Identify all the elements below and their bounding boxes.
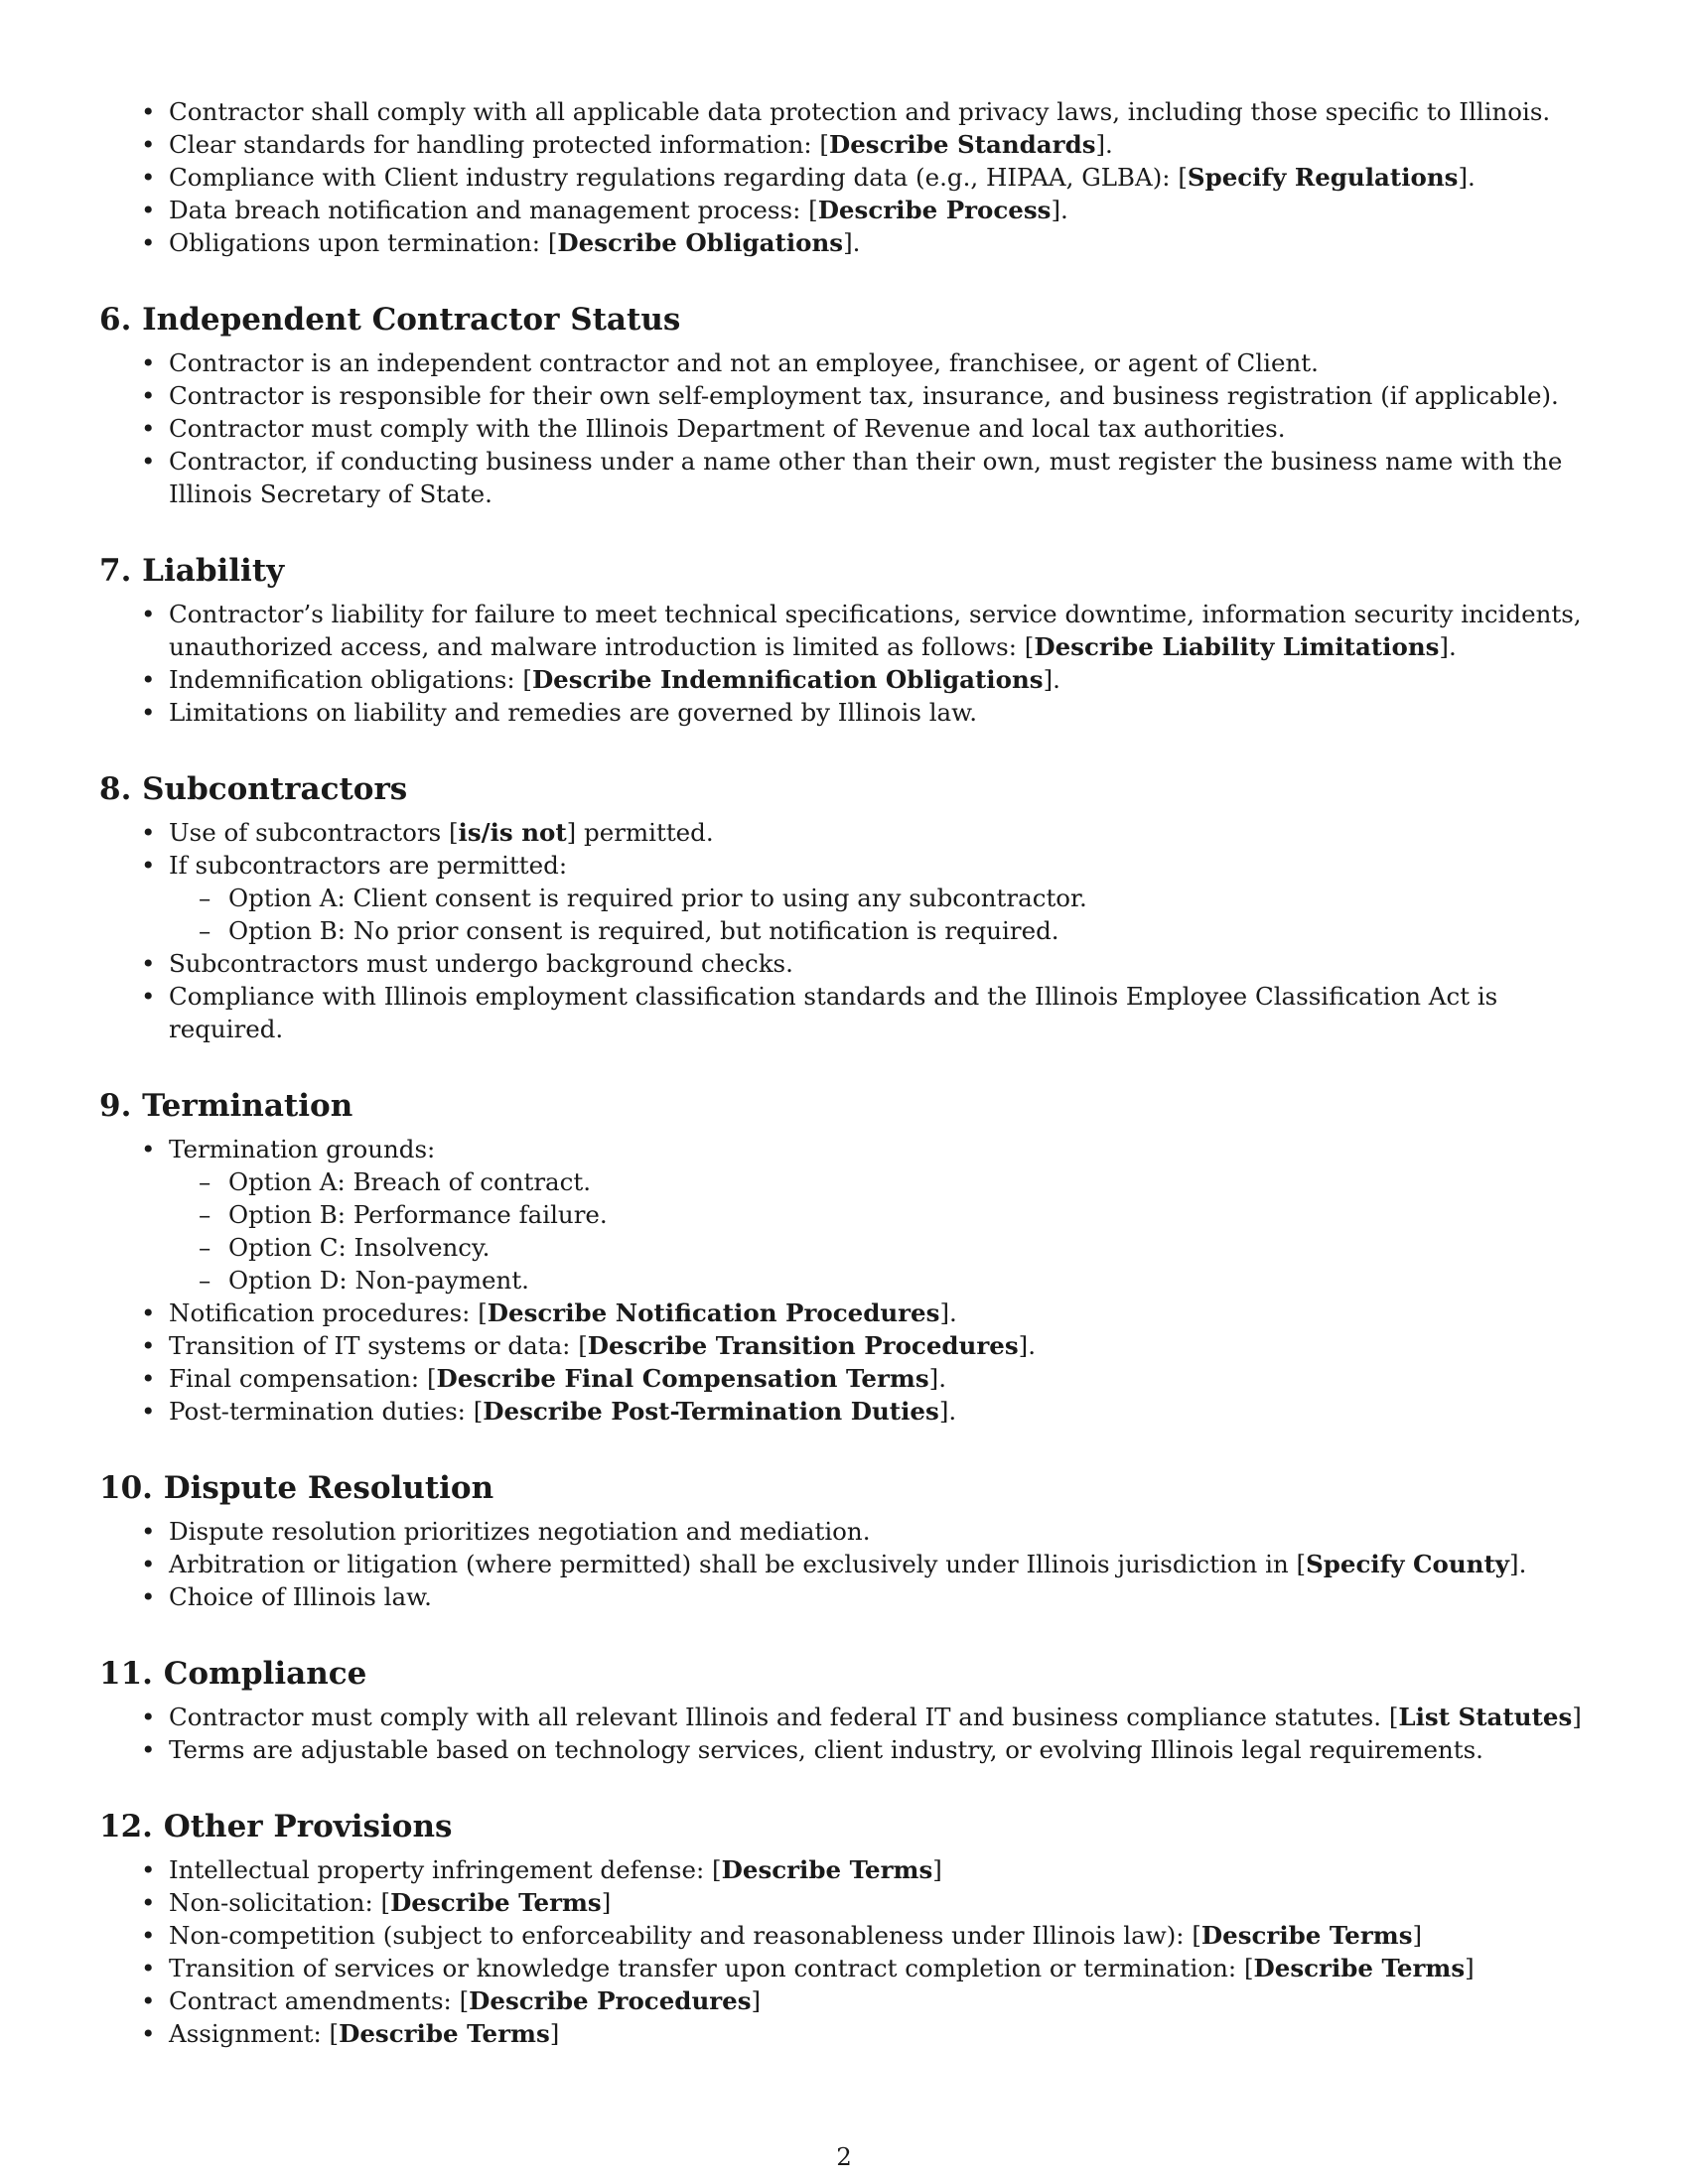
text-run: Notification procedures: [ bbox=[169, 1298, 488, 1327]
list-item-text bbox=[169, 600, 1582, 661]
text-run: ] bbox=[932, 1855, 942, 1884]
list-item bbox=[99, 1395, 1599, 1428]
option-list bbox=[169, 1165, 1599, 1297]
bullet-icon: • bbox=[141, 1855, 156, 1884]
dash-icon: – bbox=[199, 1266, 211, 1295]
text-run: ] permitted. bbox=[566, 818, 714, 847]
bullet-list bbox=[99, 1133, 1599, 1428]
text-run: ] bbox=[601, 1888, 612, 1917]
text-run: Contractor is an independent contractor and not an employee, franchisee, or agent of Client. bbox=[169, 348, 1319, 377]
bullet-list bbox=[99, 346, 1599, 510]
text-run: Contractor is responsible for their own self-employment tax, insurance, and business registration (if applicable). bbox=[169, 381, 1559, 410]
placeholder-field: Describe Final Compensation Terms bbox=[436, 1364, 929, 1393]
list-item bbox=[99, 1580, 1599, 1613]
list-item-text bbox=[169, 949, 793, 978]
placeholder-field: Describe Notification Procedures bbox=[487, 1298, 940, 1327]
list-item bbox=[99, 1701, 1599, 1733]
bullet-icon: • bbox=[141, 228, 156, 257]
list-item-text bbox=[169, 1364, 946, 1393]
placeholder-field: Describe Terms bbox=[390, 1888, 602, 1917]
section-title: 10. Dispute Resolution bbox=[99, 1470, 494, 1506]
text-run: Data breach notification and management process: [ bbox=[169, 196, 818, 224]
bullet-icon: • bbox=[141, 447, 156, 476]
list-item bbox=[99, 128, 1599, 161]
list-item bbox=[99, 1133, 1599, 1297]
list-item bbox=[99, 226, 1599, 259]
text-run: Contract amendments: [ bbox=[169, 1986, 470, 2015]
bullet-icon: • bbox=[141, 1888, 156, 1917]
list-item bbox=[99, 194, 1599, 226]
section-title: 7. Liability bbox=[99, 553, 285, 589]
bullet-icon: • bbox=[141, 1986, 156, 2015]
placeholder-field: Describe Terms bbox=[1253, 1954, 1466, 1982]
bullet-icon: • bbox=[141, 130, 156, 159]
list-item-text bbox=[169, 1550, 1526, 1578]
text-run: Contractor’s liability for failure to meet technical specifications, service downtime, information security incidents, unauthorized access, and malware introduction is limited as follows: [ bbox=[169, 600, 1582, 661]
document-page bbox=[99, 95, 1599, 2050]
text-run: ] bbox=[751, 1986, 762, 2015]
text-run: Contractor must comply with the Illinois Department of Revenue and local tax authorities. bbox=[169, 414, 1286, 443]
list-item-text bbox=[169, 1703, 1582, 1731]
text-run: Obligations upon termination: [ bbox=[169, 228, 558, 257]
list-item-text bbox=[169, 1954, 1475, 1982]
bullet-icon: • bbox=[141, 1550, 156, 1578]
bullet-icon: • bbox=[141, 1135, 156, 1163]
list-item-text bbox=[169, 851, 567, 880]
dash-icon: – bbox=[199, 1200, 211, 1229]
bullet-list bbox=[99, 1515, 1599, 1613]
list-item-text bbox=[169, 1517, 870, 1546]
section-2 bbox=[99, 552, 1599, 729]
text-run: Post-termination duties: [ bbox=[169, 1397, 484, 1426]
text-run: ]. bbox=[1095, 130, 1113, 159]
list-item-text bbox=[169, 1888, 611, 1917]
section-title: 6. Independent Contractor Status bbox=[99, 302, 681, 338]
text-run: Limitations on liability and remedies are governed by Illinois law. bbox=[169, 698, 977, 727]
list-item bbox=[99, 161, 1599, 194]
text-run: ] bbox=[549, 2019, 560, 2048]
bullet-icon: • bbox=[141, 163, 156, 192]
list-item bbox=[99, 1362, 1599, 1395]
text-run: Contractor must comply with all relevant Illinois and federal IT and business compliance statutes. [ bbox=[169, 1703, 1399, 1731]
section-title: 11. Compliance bbox=[99, 1656, 367, 1692]
bullet-icon: • bbox=[141, 600, 156, 628]
text-run: ]. bbox=[843, 228, 861, 257]
section-title: 8. Subcontractors bbox=[99, 771, 408, 807]
option-text: Option A: Client consent is required prior to using any subcontractor. bbox=[228, 884, 1087, 912]
text-run: ] bbox=[1572, 1703, 1582, 1731]
placeholder-field: Describe Procedures bbox=[469, 1986, 752, 2015]
option-item bbox=[169, 1264, 1599, 1297]
text-run: ] bbox=[1412, 1921, 1423, 1950]
section-title: 12. Other Provisions bbox=[99, 1809, 453, 1844]
list-item-text bbox=[169, 348, 1319, 377]
dash-icon: – bbox=[199, 916, 211, 945]
bullet-icon: • bbox=[141, 665, 156, 694]
list-item bbox=[99, 849, 1599, 947]
bullet-icon: • bbox=[141, 1298, 156, 1327]
text-run: ]. bbox=[1051, 196, 1068, 224]
list-item-text bbox=[169, 665, 1060, 694]
list-item bbox=[99, 1984, 1599, 2017]
list-item bbox=[99, 980, 1599, 1045]
placeholder-field: Describe Post-Termination Duties bbox=[483, 1397, 939, 1426]
option-text: Option B: Performance failure. bbox=[228, 1200, 608, 1229]
dash-icon: – bbox=[199, 1167, 211, 1196]
text-run: Termination grounds: bbox=[169, 1135, 436, 1163]
dash-icon: – bbox=[199, 1233, 211, 1262]
list-item bbox=[99, 445, 1599, 510]
bullet-icon: • bbox=[141, 1397, 156, 1426]
text-run: Use of subcontractors [ bbox=[169, 818, 459, 847]
placeholder-field: Describe Standards bbox=[828, 130, 1096, 159]
bullet-icon: • bbox=[141, 2019, 156, 2048]
text-run: ]. bbox=[1509, 1550, 1527, 1578]
list-item bbox=[99, 1515, 1599, 1548]
placeholder-field: Describe Terms bbox=[1200, 1921, 1413, 1950]
list-item bbox=[99, 379, 1599, 412]
bullet-icon: • bbox=[141, 1921, 156, 1950]
section-title: 9. Termination bbox=[99, 1088, 353, 1124]
text-run: ]. bbox=[1439, 632, 1457, 661]
list-item bbox=[99, 1853, 1599, 1886]
list-item-text bbox=[169, 1986, 761, 2015]
list-item-text bbox=[169, 163, 1476, 192]
list-item bbox=[99, 1329, 1599, 1362]
text-run: Transition of services or knowledge transfer upon contract completion or termination: [ bbox=[169, 1954, 1254, 1982]
text-run: Dispute resolution prioritizes negotiation and mediation. bbox=[169, 1517, 871, 1546]
list-item bbox=[99, 1548, 1599, 1580]
option-item bbox=[169, 1231, 1599, 1264]
list-item bbox=[99, 598, 1599, 663]
list-item bbox=[99, 1919, 1599, 1952]
list-item-text bbox=[169, 414, 1286, 443]
option-text: Option B: No prior consent is required, but notification is required. bbox=[228, 916, 1059, 945]
bullet-icon: • bbox=[141, 851, 156, 880]
placeholder-field: Describe Obligations bbox=[557, 228, 844, 257]
bullet-icon: • bbox=[141, 1364, 156, 1393]
text-run: ]. bbox=[938, 1397, 957, 1426]
list-item bbox=[99, 663, 1599, 696]
placeholder-field: Describe Transition Procedures bbox=[587, 1331, 1019, 1360]
bullet-icon: • bbox=[141, 698, 156, 727]
text-run: Contractor shall comply with all applicable data protection and privacy laws, including those specific to Illinois. bbox=[169, 97, 1551, 126]
section-0 bbox=[99, 95, 1599, 259]
list-item bbox=[99, 412, 1599, 445]
list-item-text bbox=[169, 2019, 559, 2048]
bullet-list bbox=[99, 1701, 1599, 1766]
text-run: ]. bbox=[928, 1364, 946, 1393]
bullet-icon: • bbox=[141, 818, 156, 847]
list-item bbox=[99, 1886, 1599, 1919]
list-item-text bbox=[169, 228, 860, 257]
text-run: ] bbox=[1465, 1954, 1475, 1982]
list-item-text bbox=[169, 447, 1562, 508]
option-item bbox=[169, 1198, 1599, 1231]
bullet-icon: • bbox=[141, 196, 156, 224]
list-item-text bbox=[169, 1735, 1483, 1764]
text-run: Subcontractors must undergo background checks. bbox=[169, 949, 793, 978]
text-run: Transition of IT systems or data: [ bbox=[169, 1331, 588, 1360]
bullet-icon: • bbox=[141, 1703, 156, 1731]
bullet-icon: • bbox=[141, 348, 156, 377]
list-item-text bbox=[169, 698, 977, 727]
text-run: Contractor, if conducting business under a name other than their own, must register the business name with the Illinois Secretary of State. bbox=[169, 447, 1563, 508]
list-item bbox=[99, 95, 1599, 128]
section-4 bbox=[99, 1087, 1599, 1428]
section-7 bbox=[99, 1808, 1599, 2050]
placeholder-field: Specify County bbox=[1306, 1550, 1510, 1578]
list-item-text bbox=[169, 1582, 432, 1611]
text-run: Arbitration or litigation (where permitted) shall be exclusively under Illinois jurisdiction in [ bbox=[169, 1550, 1307, 1578]
text-run: Intellectual property infringement defense: [ bbox=[169, 1855, 722, 1884]
bullet-icon: • bbox=[141, 1735, 156, 1764]
text-run: If subcontractors are permitted: bbox=[169, 851, 568, 880]
bullet-list bbox=[99, 598, 1599, 729]
option-item bbox=[169, 914, 1599, 947]
list-item bbox=[99, 1733, 1599, 1766]
list-item-text bbox=[169, 1331, 1036, 1360]
placeholder-field: Specify Regulations bbox=[1187, 163, 1459, 192]
list-item bbox=[99, 816, 1599, 849]
text-run: ]. bbox=[939, 1298, 957, 1327]
bullet-list bbox=[99, 816, 1599, 1045]
text-run: Choice of Illinois law. bbox=[169, 1582, 432, 1611]
list-item bbox=[99, 1952, 1599, 1984]
list-item-text bbox=[169, 982, 1497, 1043]
list-item-text bbox=[169, 1921, 1422, 1950]
text-run: Non-competition (subject to enforceability and reasonableness under Illinois law): [ bbox=[169, 1921, 1201, 1950]
text-run: Assignment: [ bbox=[169, 2019, 340, 2048]
list-item bbox=[99, 696, 1599, 729]
bullet-icon: • bbox=[141, 97, 156, 126]
list-item-text bbox=[169, 1298, 957, 1327]
text-run: ]. bbox=[1043, 665, 1060, 694]
text-run: Compliance with Client industry regulations regarding data (e.g., HIPAA, GLBA): [ bbox=[169, 163, 1188, 192]
bullet-list bbox=[99, 1853, 1599, 2050]
placeholder-field: Describe Liability Limitations bbox=[1034, 632, 1440, 661]
option-text: Option C: Insolvency. bbox=[228, 1233, 491, 1262]
bullet-icon: • bbox=[141, 982, 156, 1011]
placeholder-field: Describe Indemnification Obligations bbox=[531, 665, 1044, 694]
bullet-list bbox=[99, 95, 1599, 259]
section-6 bbox=[99, 1655, 1599, 1766]
bullet-icon: • bbox=[141, 414, 156, 443]
placeholder-field: Describe Terms bbox=[339, 2019, 550, 2048]
list-item bbox=[99, 2017, 1599, 2050]
placeholder-field: List Statutes bbox=[1398, 1703, 1573, 1731]
list-item-text bbox=[169, 1135, 435, 1163]
option-item bbox=[169, 882, 1599, 914]
list-item-text bbox=[169, 97, 1550, 126]
text-run: Final compensation: [ bbox=[169, 1364, 437, 1393]
section-1 bbox=[99, 301, 1599, 510]
placeholder-field: Describe Terms bbox=[721, 1855, 933, 1884]
bullet-icon: • bbox=[141, 381, 156, 410]
bullet-icon: • bbox=[141, 949, 156, 978]
list-item-text bbox=[169, 818, 714, 847]
text-run: Indemnification obligations: [ bbox=[169, 665, 532, 694]
section-5 bbox=[99, 1469, 1599, 1613]
section-3 bbox=[99, 770, 1599, 1045]
list-item-text bbox=[169, 196, 1068, 224]
bullet-icon: • bbox=[141, 1954, 156, 1982]
bullet-icon: • bbox=[141, 1331, 156, 1360]
bullet-icon: • bbox=[141, 1582, 156, 1611]
list-item bbox=[99, 346, 1599, 379]
option-list bbox=[169, 882, 1599, 947]
list-item-text bbox=[169, 1397, 956, 1426]
option-item bbox=[169, 1165, 1599, 1198]
page-number: 2 bbox=[836, 2142, 852, 2171]
text-run: Compliance with Illinois employment classification standards and the Illinois Employee Classification Act is required. bbox=[169, 982, 1498, 1043]
bullet-icon: • bbox=[141, 1517, 156, 1546]
option-text: Option A: Breach of contract. bbox=[228, 1167, 591, 1196]
list-item bbox=[99, 947, 1599, 980]
placeholder-field: Describe Process bbox=[817, 196, 1052, 224]
dash-icon: – bbox=[199, 884, 211, 912]
list-item-text bbox=[169, 1855, 942, 1884]
list-item-text bbox=[169, 130, 1113, 159]
text-run: ]. bbox=[1018, 1331, 1037, 1360]
list-item bbox=[99, 1297, 1599, 1329]
option-text: Option D: Non-payment. bbox=[228, 1266, 529, 1295]
text-run: Non-solicitation: [ bbox=[169, 1888, 391, 1917]
list-item-text bbox=[169, 381, 1559, 410]
text-run: Clear standards for handling protected information: [ bbox=[169, 130, 829, 159]
text-run: ]. bbox=[1458, 163, 1476, 192]
text-run: Terms are adjustable based on technology services, client industry, or evolving Illinois legal requirements. bbox=[169, 1735, 1483, 1764]
placeholder-field: is/is not bbox=[458, 818, 567, 847]
